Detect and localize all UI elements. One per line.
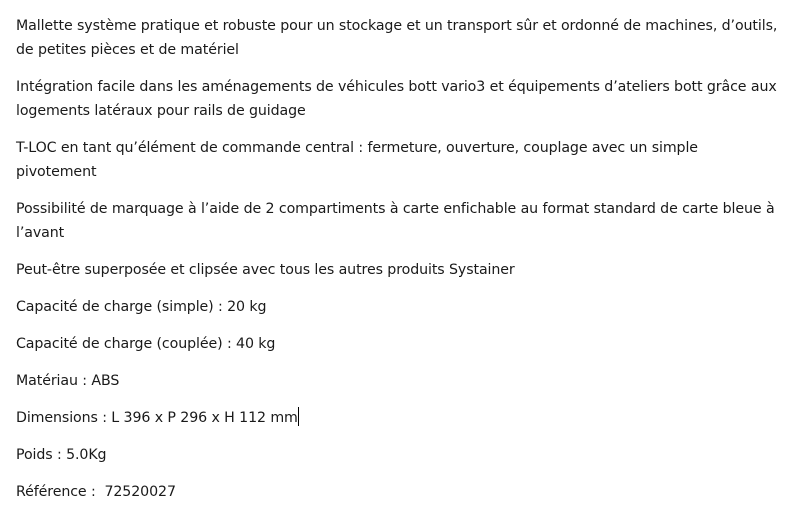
paragraph-dimensions	[16, 406, 781, 430]
paragraph-description: Mallette système pratique et robuste pour un stockage et un transport sûr et ordonné de machines, d’outils, de petites pièces et de matériel	[16, 18, 778, 58]
text-cursor	[298, 407, 299, 426]
paragraph-reference: Référence : 72520027	[16, 484, 176, 500]
paragraph-weight: Poids : 5.0Kg	[16, 447, 107, 463]
paragraph-load-coupled: Capacité de charge (couplée) : 40 kg	[16, 336, 276, 352]
paragraph-marking: Possibilité de marquage à l’aide de 2 compartiments à carte enfichable au format standard de carte bleue à l’avant	[16, 201, 775, 241]
paragraph-stacking: Peut-être superposée et clipsée avec tous les autres produits Systainer	[16, 262, 515, 278]
paragraph-material: Matériau : ABS	[16, 373, 120, 389]
paragraph-load-single: Capacité de charge (simple) : 20 kg	[16, 299, 267, 315]
document-body[interactable]	[16, 14, 781, 517]
paragraph-integration: Intégration facile dans les aménagements de véhicules bott vario3 et équipements d’ateliers bott grâce aux logements latéraux pour rails de guidage	[16, 79, 777, 119]
dimensions-text: Dimensions : L 396 x P 296 x H 112 mm	[16, 410, 298, 426]
paragraph-tloc: T-LOC en tant qu’élément de commande central : fermeture, ouverture, couplage avec un simple pivotement	[16, 140, 698, 180]
